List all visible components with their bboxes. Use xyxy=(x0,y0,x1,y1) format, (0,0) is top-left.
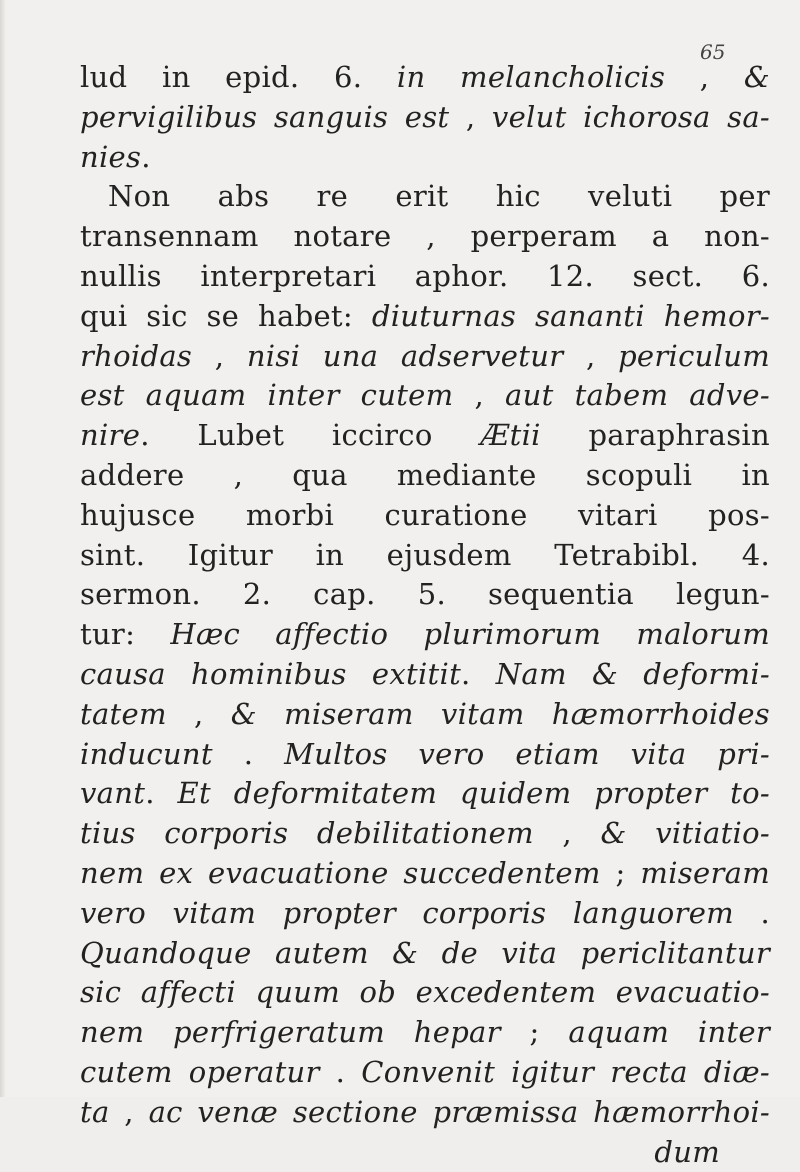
roman-text: , xyxy=(192,338,247,373)
text-line xyxy=(80,98,770,138)
italic-text: vant xyxy=(80,776,146,811)
italic-text: cutem operatur xyxy=(80,1054,320,1089)
italic-text: tius corporis debilitationem xyxy=(80,816,534,851)
text-line xyxy=(80,496,770,536)
roman-text: . xyxy=(212,736,285,771)
italic-text: causa hominibus extitit xyxy=(80,656,462,691)
roman-text: . Lubet iccirco xyxy=(140,418,481,453)
text-line xyxy=(80,575,770,615)
text-line xyxy=(80,297,770,337)
italic-text: periculum xyxy=(618,338,770,373)
text-line xyxy=(80,973,770,1013)
text-line xyxy=(80,1053,770,1093)
roman-text: . xyxy=(733,895,770,930)
italic-text: Quandoque autem & de vita periclitantur xyxy=(80,935,770,970)
body-text xyxy=(80,58,770,1172)
text-line xyxy=(80,894,770,934)
text-line xyxy=(80,695,770,735)
text-line xyxy=(80,1133,770,1172)
italic-text: Hæc affectio plurimorum malorum xyxy=(170,617,770,652)
roman-text: . xyxy=(461,656,496,691)
text-line xyxy=(80,735,770,775)
roman-text: , xyxy=(166,696,231,731)
roman-text: addere , qua mediante scopuli in xyxy=(80,457,770,492)
roman-text: . xyxy=(145,776,178,811)
page-edge-shadow xyxy=(0,0,6,1097)
text-line xyxy=(80,814,770,854)
italic-text: est aquam inter cutem xyxy=(80,378,454,413)
text-line xyxy=(80,934,770,974)
text-line xyxy=(80,58,770,98)
italic-text: Nam & deformi- xyxy=(495,656,770,691)
roman-text: hujusce morbi curatione vitari pos- xyxy=(80,497,770,532)
roman-text: ; xyxy=(500,1015,569,1050)
roman-text: tur: xyxy=(80,617,171,652)
italic-text: sic affecti quum ob excedentem evacuatio- xyxy=(80,975,770,1010)
italic-text: nies xyxy=(80,139,142,174)
italic-text: Convenit igitur recta diæ- xyxy=(361,1054,770,1089)
text-line xyxy=(80,1093,770,1133)
italic-text: in melancholicis xyxy=(396,60,666,94)
italic-text: miseram xyxy=(640,855,770,890)
roman-text: , xyxy=(109,1094,149,1129)
text-line xyxy=(80,416,770,456)
italic-text: dum xyxy=(654,1134,720,1169)
italic-text: nire xyxy=(80,418,141,453)
roman-text: Non abs re erit hic veluti per xyxy=(108,179,770,214)
roman-text: nullis interpretari aphor. 12. sect. 6. xyxy=(80,258,770,293)
roman-text: , xyxy=(563,338,619,373)
italic-text: ta xyxy=(80,1094,110,1129)
roman-text: ; xyxy=(600,855,641,890)
roman-text: transennam notare , perperam a non- xyxy=(80,219,770,254)
italic-text: tatem xyxy=(80,696,167,731)
roman-text: , xyxy=(449,99,492,134)
italic-text: aut tabem adve- xyxy=(505,378,770,413)
italic-text: Multos vero etiam vita pri- xyxy=(284,736,770,771)
text-line xyxy=(80,177,770,217)
italic-text: & xyxy=(743,60,770,94)
roman-text: , xyxy=(453,378,506,413)
text-line xyxy=(80,376,770,416)
italic-text: Ætii xyxy=(480,418,541,453)
text-line xyxy=(80,615,770,655)
text-line xyxy=(80,655,770,695)
italic-text: rhoidas xyxy=(80,338,193,373)
italic-text: nem perfrigeratum hepar xyxy=(80,1015,501,1050)
italic-text: aquam inter xyxy=(568,1015,770,1050)
text-line xyxy=(80,257,770,297)
italic-text: nisi una adservetur xyxy=(246,338,564,373)
italic-text: nem ex evacuatione succedentem xyxy=(80,855,601,890)
page-number: 65 xyxy=(700,40,726,64)
italic-text: vero vitam propter corporis languorem xyxy=(80,895,734,930)
italic-text: velut ichorosa sa- xyxy=(491,99,771,134)
italic-text: diuturnas sananti hemor- xyxy=(371,298,770,333)
text-line xyxy=(80,138,770,178)
roman-text: sermon. 2. cap. 5. sequentia legun- xyxy=(80,577,770,612)
italic-text: ac venæ sectione præmissa hæmorrhoi- xyxy=(148,1094,771,1129)
text-line xyxy=(80,337,770,377)
roman-text: . xyxy=(141,139,151,174)
italic-text: & vitiatio- xyxy=(600,816,770,851)
roman-text: . xyxy=(319,1054,362,1089)
roman-text: , xyxy=(665,60,744,94)
roman-text: paraphrasin xyxy=(540,418,770,453)
text-line xyxy=(80,774,770,814)
italic-text: pervigilibus sanguis est xyxy=(80,99,450,134)
roman-text: sint. Igitur in ejusdem Tetrabibl. 4. xyxy=(80,537,770,572)
text-line xyxy=(80,854,770,894)
roman-text: qui sic se habet: xyxy=(80,298,372,333)
italic-text: & miseram vitam hæmorrhoides xyxy=(230,696,770,731)
text-line xyxy=(80,456,770,496)
italic-text: inducunt xyxy=(80,736,213,771)
roman-text: , xyxy=(533,816,601,851)
text-line xyxy=(80,536,770,576)
roman-text: lud in epid. 6. xyxy=(80,60,397,94)
italic-text: Et deformitatem quidem propter to- xyxy=(177,776,770,811)
text-line xyxy=(80,1013,770,1053)
text-line xyxy=(80,217,770,257)
